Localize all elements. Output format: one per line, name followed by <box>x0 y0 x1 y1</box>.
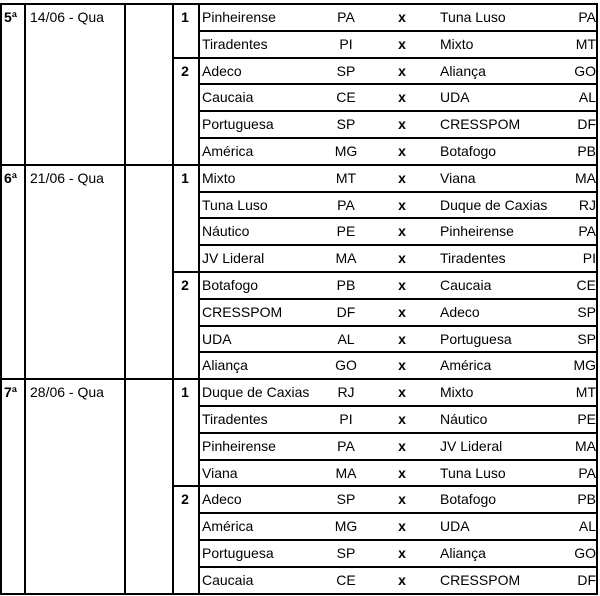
round-separator <box>0 378 598 380</box>
home-state: PA <box>337 196 355 213</box>
home-team: Adeco <box>202 62 242 79</box>
versus-mark: x <box>398 545 406 561</box>
row-separator <box>198 459 598 461</box>
versus-mark: x <box>398 384 406 401</box>
versus-mark: x <box>398 169 406 186</box>
away-team: Duque de Caxias <box>440 196 548 213</box>
versus-mark: x <box>398 62 406 79</box>
home-team: Mixto <box>202 169 236 186</box>
away-state: AL <box>578 518 596 535</box>
away-state: CE <box>576 277 596 293</box>
home-team: Portuguesa <box>202 545 274 561</box>
home-state: MG <box>334 143 358 159</box>
group-number: 2 <box>181 491 189 508</box>
home-state: PI <box>339 411 353 427</box>
away-team: Aliança <box>440 545 486 561</box>
away-state: PI <box>582 250 596 267</box>
home-state: SP <box>336 62 356 79</box>
home-team: Botafogo <box>202 277 259 293</box>
versus-mark: x <box>398 518 406 535</box>
home-team: Adeco <box>202 491 242 508</box>
group-number: 2 <box>181 277 189 293</box>
home-team: Náutico <box>202 223 250 240</box>
away-team: Tiradentes <box>440 250 506 267</box>
round-separator <box>0 164 598 166</box>
versus-mark: x <box>398 411 406 427</box>
home-team: Pinheirense <box>202 437 276 454</box>
group-separator <box>172 57 598 59</box>
away-team: CRESSPOM <box>440 116 521 133</box>
home-team: CRESSPOM <box>202 303 283 320</box>
away-team: UDA <box>440 89 470 106</box>
away-state: AL <box>578 89 596 106</box>
round-number: 5ª <box>4 9 17 25</box>
home-state: PA <box>337 9 355 25</box>
home-team: Tiradentes <box>202 35 268 52</box>
row-separator <box>198 539 598 541</box>
away-team: Botafogo <box>440 143 497 159</box>
round-number: 7ª <box>4 384 17 401</box>
versus-mark: x <box>398 9 406 25</box>
home-state: SP <box>336 545 356 561</box>
away-team: América <box>440 357 492 374</box>
round-date: 28/06 - Qua <box>30 384 104 401</box>
round-divider <box>24 3 26 595</box>
row-separator <box>198 83 598 85</box>
away-team: UDA <box>440 518 470 535</box>
versus-mark: x <box>398 277 406 293</box>
table-border-top <box>0 3 598 5</box>
home-state: PB <box>336 277 356 293</box>
home-team: Viana <box>202 464 238 481</box>
round-date: 21/06 - Qua <box>30 169 104 186</box>
round-number: 6ª <box>4 169 17 186</box>
home-state: PE <box>336 223 356 240</box>
row-separator <box>198 432 598 434</box>
away-team: Caucaia <box>440 277 492 293</box>
away-state: PB <box>577 143 596 159</box>
group-number: 1 <box>181 384 189 401</box>
versus-mark: x <box>398 437 406 454</box>
home-team: JV Lideral <box>202 250 265 267</box>
home-team: Aliança <box>202 357 248 374</box>
away-state: PE <box>577 411 596 427</box>
away-state: PA <box>578 223 596 240</box>
row-separator <box>198 191 598 193</box>
group-separator <box>172 485 598 487</box>
versus-mark: x <box>398 89 406 106</box>
versus-mark: x <box>398 330 406 347</box>
home-state: DF <box>336 303 356 320</box>
away-state: RJ <box>578 196 596 213</box>
away-team: JV Lideral <box>440 437 503 454</box>
row-separator <box>198 137 598 139</box>
row-separator <box>198 217 598 219</box>
home-team: Caucaia <box>202 89 254 106</box>
row-separator <box>198 512 598 514</box>
versus-mark: x <box>398 116 406 133</box>
home-team: Caucaia <box>202 571 254 588</box>
row-separator <box>198 405 598 407</box>
row-separator <box>198 298 598 300</box>
versus-mark: x <box>398 303 406 320</box>
away-state: PB <box>577 491 596 508</box>
away-state: MT <box>575 35 596 52</box>
versus-mark: x <box>398 143 406 159</box>
home-state: MA <box>335 464 357 481</box>
away-team: Tuna Luso <box>440 9 506 25</box>
versus-mark: x <box>398 223 406 240</box>
table-border-left <box>0 3 2 595</box>
away-state: MA <box>575 169 596 186</box>
away-state: MT <box>575 384 596 401</box>
away-team: Mixto <box>440 384 474 401</box>
home-team: Tiradentes <box>202 411 268 427</box>
away-state: SP <box>577 330 596 347</box>
row-separator <box>198 30 598 32</box>
group-separator <box>172 271 598 273</box>
away-team: Botafogo <box>440 491 497 508</box>
home-state: AL <box>337 330 355 347</box>
away-state: MG <box>573 357 596 374</box>
home-team: Pinheirense <box>202 9 276 25</box>
away-team: Adeco <box>440 303 480 320</box>
away-team: Tuna Luso <box>440 464 506 481</box>
home-state: MT <box>335 169 357 186</box>
row-separator <box>198 351 598 353</box>
group-number: 1 <box>181 9 189 25</box>
versus-mark: x <box>398 491 406 508</box>
away-state: GO <box>574 545 596 561</box>
home-state: MG <box>334 518 358 535</box>
home-state: CE <box>336 89 356 106</box>
home-team: América <box>202 143 254 159</box>
away-state: SP <box>577 303 596 320</box>
away-state: PA <box>578 9 596 25</box>
group-number: 1 <box>181 169 189 186</box>
home-state: SP <box>336 116 356 133</box>
away-team: Portuguesa <box>440 330 512 347</box>
away-team: CRESSPOM <box>440 571 521 588</box>
versus-mark: x <box>398 357 406 374</box>
versus-mark: x <box>398 35 406 52</box>
away-state: DF <box>577 571 596 588</box>
group-number: 2 <box>181 62 189 79</box>
away-team: Mixto <box>440 35 474 52</box>
round-separator <box>0 593 598 595</box>
away-team: Pinheirense <box>440 223 514 240</box>
away-state: PA <box>578 464 596 481</box>
home-state: CE <box>336 571 356 588</box>
home-state: PA <box>337 437 355 454</box>
date-divider <box>124 3 126 595</box>
round-date: 14/06 - Qua <box>30 9 104 25</box>
home-state: SP <box>336 491 356 508</box>
home-team: UDA <box>202 330 232 347</box>
away-state: MA <box>575 437 596 454</box>
versus-mark: x <box>398 250 406 267</box>
home-team: Duque de Caxias <box>202 384 310 401</box>
home-state: GO <box>335 357 357 374</box>
row-separator <box>198 110 598 112</box>
versus-mark: x <box>398 196 406 213</box>
row-separator <box>198 325 598 327</box>
away-team: Aliança <box>440 62 486 79</box>
row-separator <box>198 566 598 568</box>
home-team: América <box>202 518 254 535</box>
away-team: Viana <box>440 169 476 186</box>
home-team: Portuguesa <box>202 116 274 133</box>
versus-mark: x <box>398 464 406 481</box>
versus-mark: x <box>398 571 406 588</box>
away-state: DF <box>577 116 596 133</box>
row-separator <box>198 244 598 246</box>
home-state: PI <box>339 35 353 52</box>
away-team: Náutico <box>440 411 488 427</box>
away-state: GO <box>574 62 596 79</box>
home-team: Tuna Luso <box>202 196 268 213</box>
home-state: RJ <box>337 384 355 401</box>
home-state: MA <box>335 250 357 267</box>
